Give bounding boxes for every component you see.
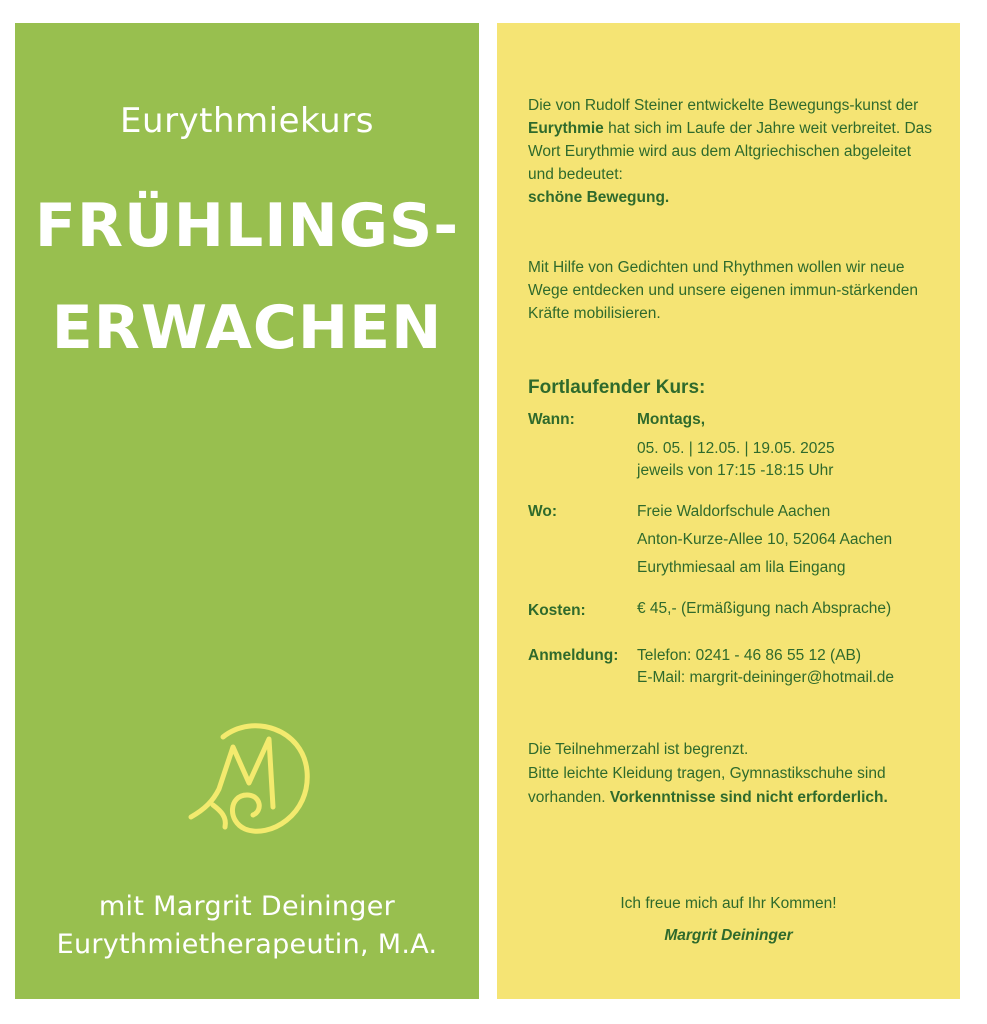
byline-profession: Eurythmietherapeutin, M.A. [56, 929, 438, 960]
intro-paragraph-1 [528, 94, 938, 209]
title-line-2: ERWACHEN [51, 293, 443, 363]
when-label: Wann: [528, 411, 575, 428]
when-day: Montags, [637, 411, 706, 428]
note-text: vorhanden. [528, 789, 610, 806]
registration-phone: Telefon: 0241 - 46 86 55 12 (AB) [637, 647, 862, 664]
registration-label: Anmeldung: [528, 647, 619, 664]
intro-text-a: Die von Rudolf Steiner entwickelte Bewegungs-kunst der [528, 97, 919, 114]
closing-text: Ich freue mich auf Ihr Kommen! [620, 895, 837, 912]
registration-email: E-Mail: margrit-deininger@hotmail.de [637, 669, 894, 686]
note-line-3 [528, 786, 888, 809]
where-label: Wo: [528, 503, 557, 520]
cost-label: Kosten: [528, 602, 586, 619]
course-kicker: Eurythmiekurs [120, 101, 374, 141]
intro-paragraph-2: Mit Hilfe von Gedichten und Rhythmen wollen wir neue Wege entdecken und unsere eigenen immun-stärkenden Kräfte mobilisieren. [528, 259, 919, 322]
byline-name: mit Margrit Deininger [98, 891, 396, 922]
note-no-prior-knowledge: Vorkenntnisse sind nicht erforderlich. [609, 789, 888, 806]
where-line-3: Eurythmiesaal am lila Eingang [637, 559, 846, 576]
intro-text-c: hat sich im Laufe der Jahre weit verbreitet. Das Wort Eurythmie wird aus dem Altgriechischen abgeleitet und bedeutet: [528, 120, 933, 183]
course-heading: Fortlaufender Kurs: [528, 377, 706, 398]
note-line-2: Bitte leichte Kleidung tragen, Gymnastikschuhe sind [528, 765, 886, 782]
where-line-1: Freie Waldorfschule Aachen [637, 503, 831, 520]
when-dates: 05. 05. | 12.05. | 19.05. 2025 [637, 440, 835, 457]
cover-panel [15, 23, 479, 999]
md-monogram-logo-icon [183, 709, 315, 841]
cost-value: € 45,- (Ermäßigung nach Absprache) [637, 600, 892, 617]
intro-text-eurythmie: Eurythmie [528, 120, 604, 137]
intro-text-schoene-bewegung: schöne Bewegung. [528, 189, 670, 206]
info-panel [497, 23, 960, 999]
note-line-1: Die Teilnehmerzahl ist begrenzt. [528, 741, 749, 758]
when-time: jeweils von 17:15 -18:15 Uhr [637, 462, 834, 479]
signature: Margrit Deininger [664, 927, 793, 944]
where-line-2: Anton-Kurze-Allee 10, 52064 Aachen [637, 531, 893, 548]
title-line-1: FRÜHLINGS- [34, 191, 460, 261]
